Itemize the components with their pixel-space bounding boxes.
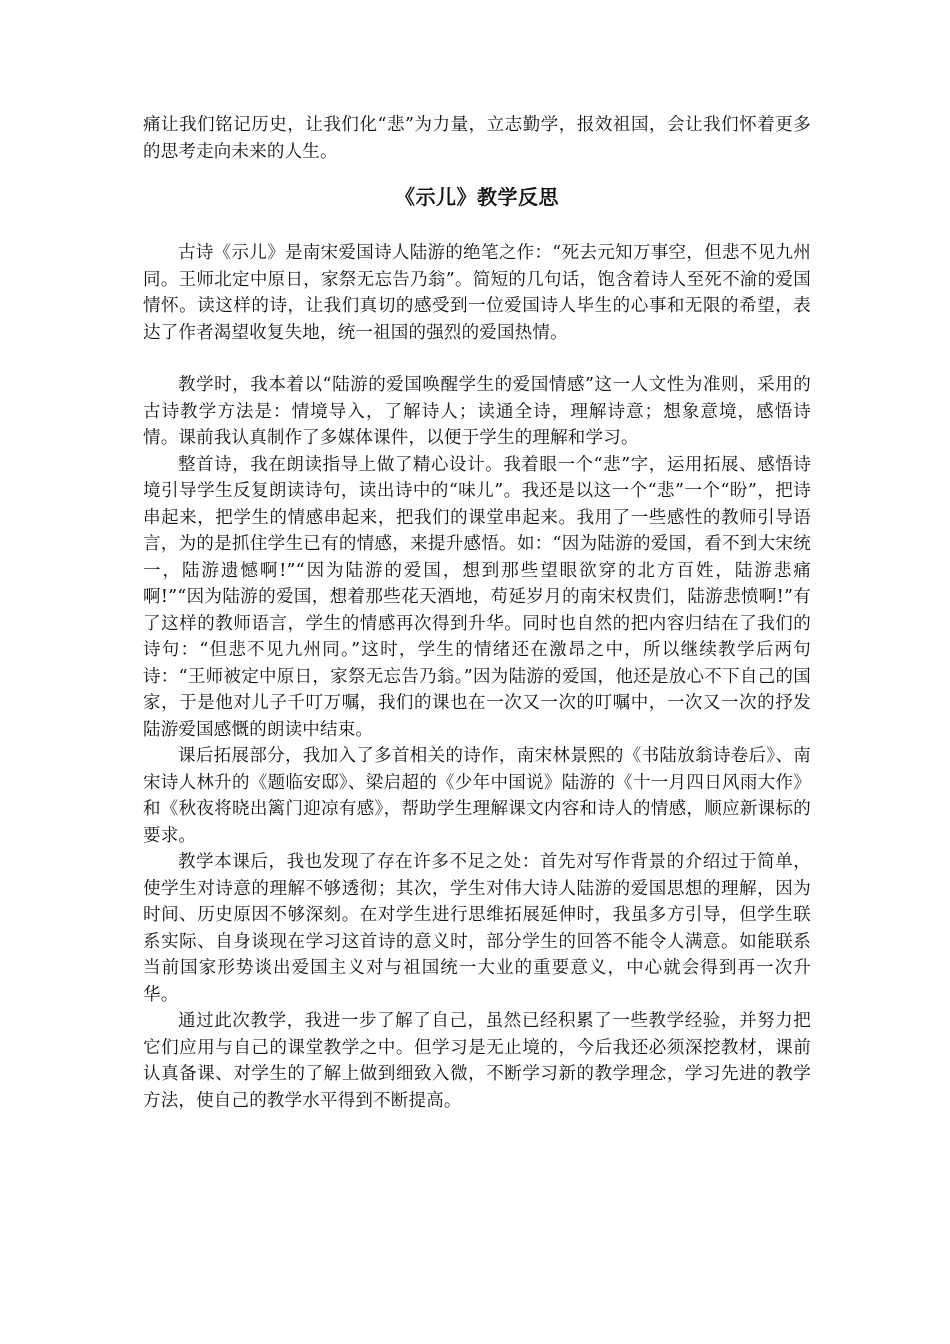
- intro-paragraph: 痛让我们铭记历史，让我们化“悲”为力量，立志勤学，报效祖国，会让我们怀着更多的思考走向未来的人生。: [143, 115, 811, 162]
- paragraph-2: 教学时，我本着以“陆游的爱国唤醒学生的爱国情感”这一人文性为准则，采用的古诗教学方法是：情境导入，了解诗人；读通全诗，理解诗意；想象意境，感悟诗情。课前我认真制作了多媒体课件，以便于学生的理解和学习。: [143, 375, 811, 448]
- paragraph-1: 古诗《示儿》是南宋爱国诗人陆游的绝笔之作：“死去元知万事空，但悲不见九州同。王师北定中原日，家祭无忘告乃翁”。简短的几句话，饱含着诗人至死不渝的爱国情怀。读这样的诗，让我们真切的感受到一位爱国诗人毕生的心事和无限的希望，表达了作者渴望收复失地，统一祖国的强烈的爱国热情。: [143, 243, 811, 343]
- paragraph-5: 教学本课后，我也发现了存在许多不足之处：首先对写作背景的介绍过于简单，使学生对诗意的理解不够透彻；其次，学生对伟大诗人陆游的爱国思想的理解，因为时间、历史原因不够深刻。在对学生进行思维拓展延伸时，我虽多方引导，但学生联系实际、自身谈现在学习这首诗的意义时，部分学生的回答不能令人满意。如能联系当前国家形势谈出爱国主义对与祖国统一大业的重要意义，中心就会得到再一次升华。: [143, 852, 811, 1005]
- document-title: 《示儿》教学反思: [395, 185, 559, 209]
- paragraph-4: 课后拓展部分，我加入了多首相关的诗作，南宋林景熙的《书陆放翁诗卷后》、南宋诗人林升的《题临安邸》、梁启超的《少年中国说》陆游的《十一月四日风雨大作》和《秋夜将晓出篱门迎凉有感》，帮助学生理解课文内容和诗人的情感，顺应新课标的要求。: [143, 746, 811, 846]
- paragraph-6: 通过此次教学，我进一步了解了自己，虽然已经积累了一些教学经验，并努力把它们应用与自己的课堂教学之中。但学习是无止境的，今后我还必须深挖教材，课前认真备课、对学生的了解上做到细致入微，不断学习新的教学理念，学习先进的教学方法，使自己的教学水平得到不断提高。: [143, 1011, 811, 1111]
- document-page: [143, 112, 811, 1114]
- paragraph-3: 整首诗，我在朗读指导上做了精心设计。我着眼一个“悲”字，运用拓展、感悟诗境引导学生反复朗读诗句，读出诗中的“味儿”。我还是以这一个“悲”一个“盼”，把诗串起来，把学生的情感串起来，把我们的课堂串起来。我用了一些感性的教师引导语言，为的是抓住学生已有的情感，来提升感悟。如：“因为陆游的爱国，看不到大宋统一，陆游遗憾啊!”“因为陆游的爱国，想到那些望眼欲穿的北方百姓，陆游悲痛啊!”“因为陆游的爱国，想着那些花天酒地，苟延岁月的南宋权贵们，陆游悲愤啊!”有了这样的教师语言，学生的情感再次得到升华。同时也自然的把内容归结在了我们的诗句：“但悲不见九州同。”这时，学生的情绪还在激昂之中，所以继续教学后两句诗：“王师被定中原日，家祭无忘告乃翁。”因为陆游的爱国，他还是放心不下自己的国家，于是他对儿子千叮万嘱，我们的课也在一次又一次的叮嘱中，一次又一次的抒发陆游爱国感慨的朗读中结束。: [143, 454, 811, 740]
